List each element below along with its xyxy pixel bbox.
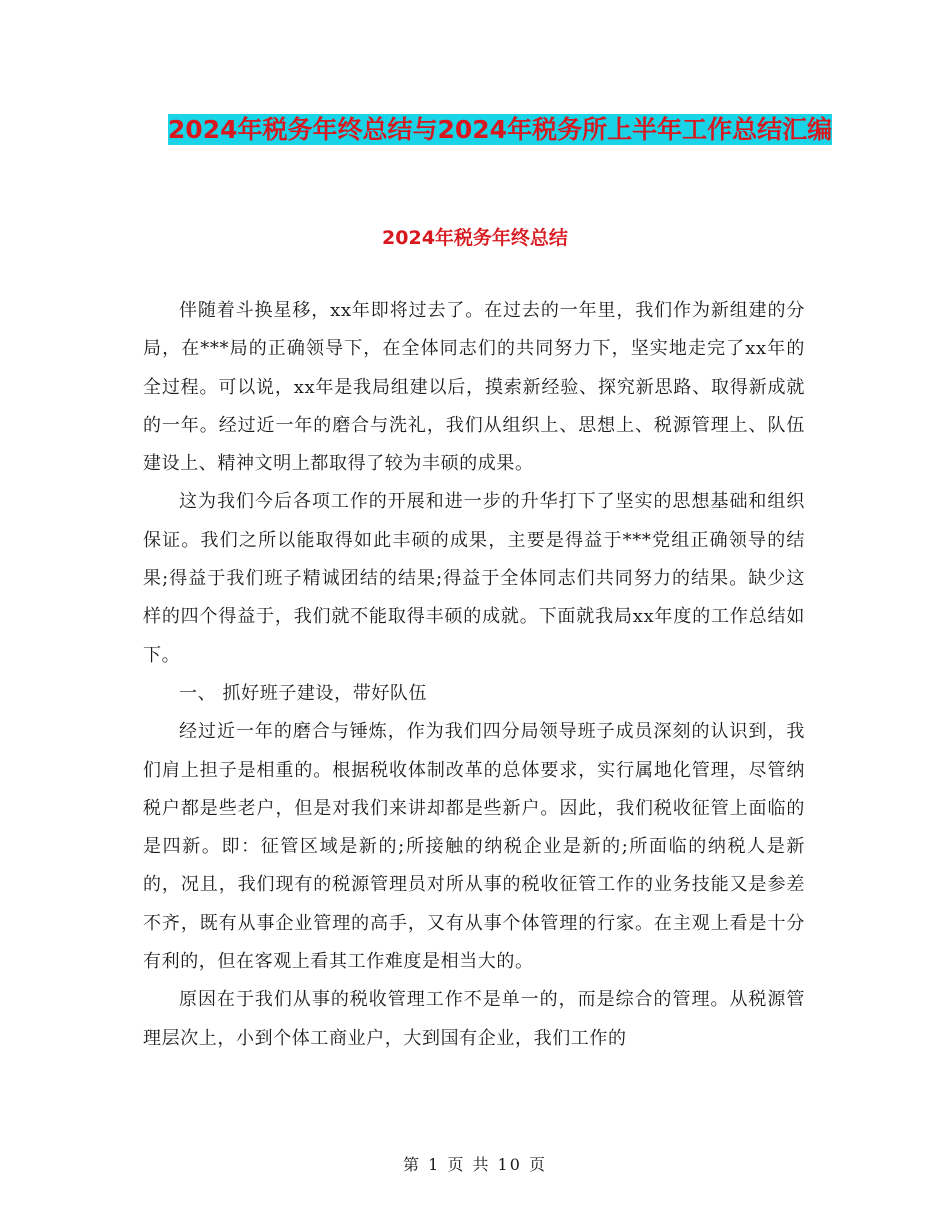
paragraph: 这为我们今后各项工作的开展和进一步的升华打下了坚实的思想基础和组织保证。我们之所以能取得如此丰硕的成果，主要是得益于***党组正确领导的结果;得益于我们班子精诚团结的结果;得益于全体同志们共同努力的结果。缺少这样的四个得益于，我们就不能取得丰硕的成就。下面就我局xx年度的工作总结如下。: [143, 491, 805, 666]
main-title-text: 2024年税务年终总结与2024年税务所上半年工作总结汇编: [167, 115, 833, 144]
document-body: [143, 292, 805, 1058]
paragraph: 经过近一年的磨合与锤炼，作为我们四分局领导班子成员深刻的认识到，我们肩上担子是相重的。根据税收体制改革的总体要求，实行属地化管理，尽管纳税户都是些老户，但是对我们来讲却都是些新户。因此，我们税收征管上面临的是四新。即：征管区域是新的;所接触的纳税企业是新的;所面临的纳税人是新的，况且，我们现有的税源管理员对所从事的税收征管工作的业务技能又是参差不齐，既有从事企业管理的高手，又有从事个体管理的行家。在主观上看是十分有利的，但在客观上看其工作难度是相当大的。: [143, 721, 806, 973]
paragraph: 原因在于我们从事的税收管理工作不是单一的，而是综合的管理。从税源管理层次上，小到个体工商业户，大到国有企业，我们工作的: [143, 989, 805, 1049]
subsection-heading: 一、 抓好班子建设，带好队伍: [179, 682, 428, 704]
main-title: [120, 108, 880, 152]
paragraph: 伴随着斗换星移，xx年即将过去了。在过去的一年里，我们作为新组建的分局，在***局的正确领导下，在全体同志们的共同努力下，坚实地走完了xx年的全过程。可以说，xx年是我局组建以后，摸索新经验、探究新思路、取得新成就的一年。经过近一年的磨合与洗礼，我们从组织上、思想上、税源管理上、队伍建设上、精神文明上都取得了较为丰硕的成果。: [143, 300, 805, 475]
page-footer: 第 1 页 共 10 页: [403, 1155, 547, 1174]
section-title: 2024年税务年终总结: [382, 227, 568, 249]
